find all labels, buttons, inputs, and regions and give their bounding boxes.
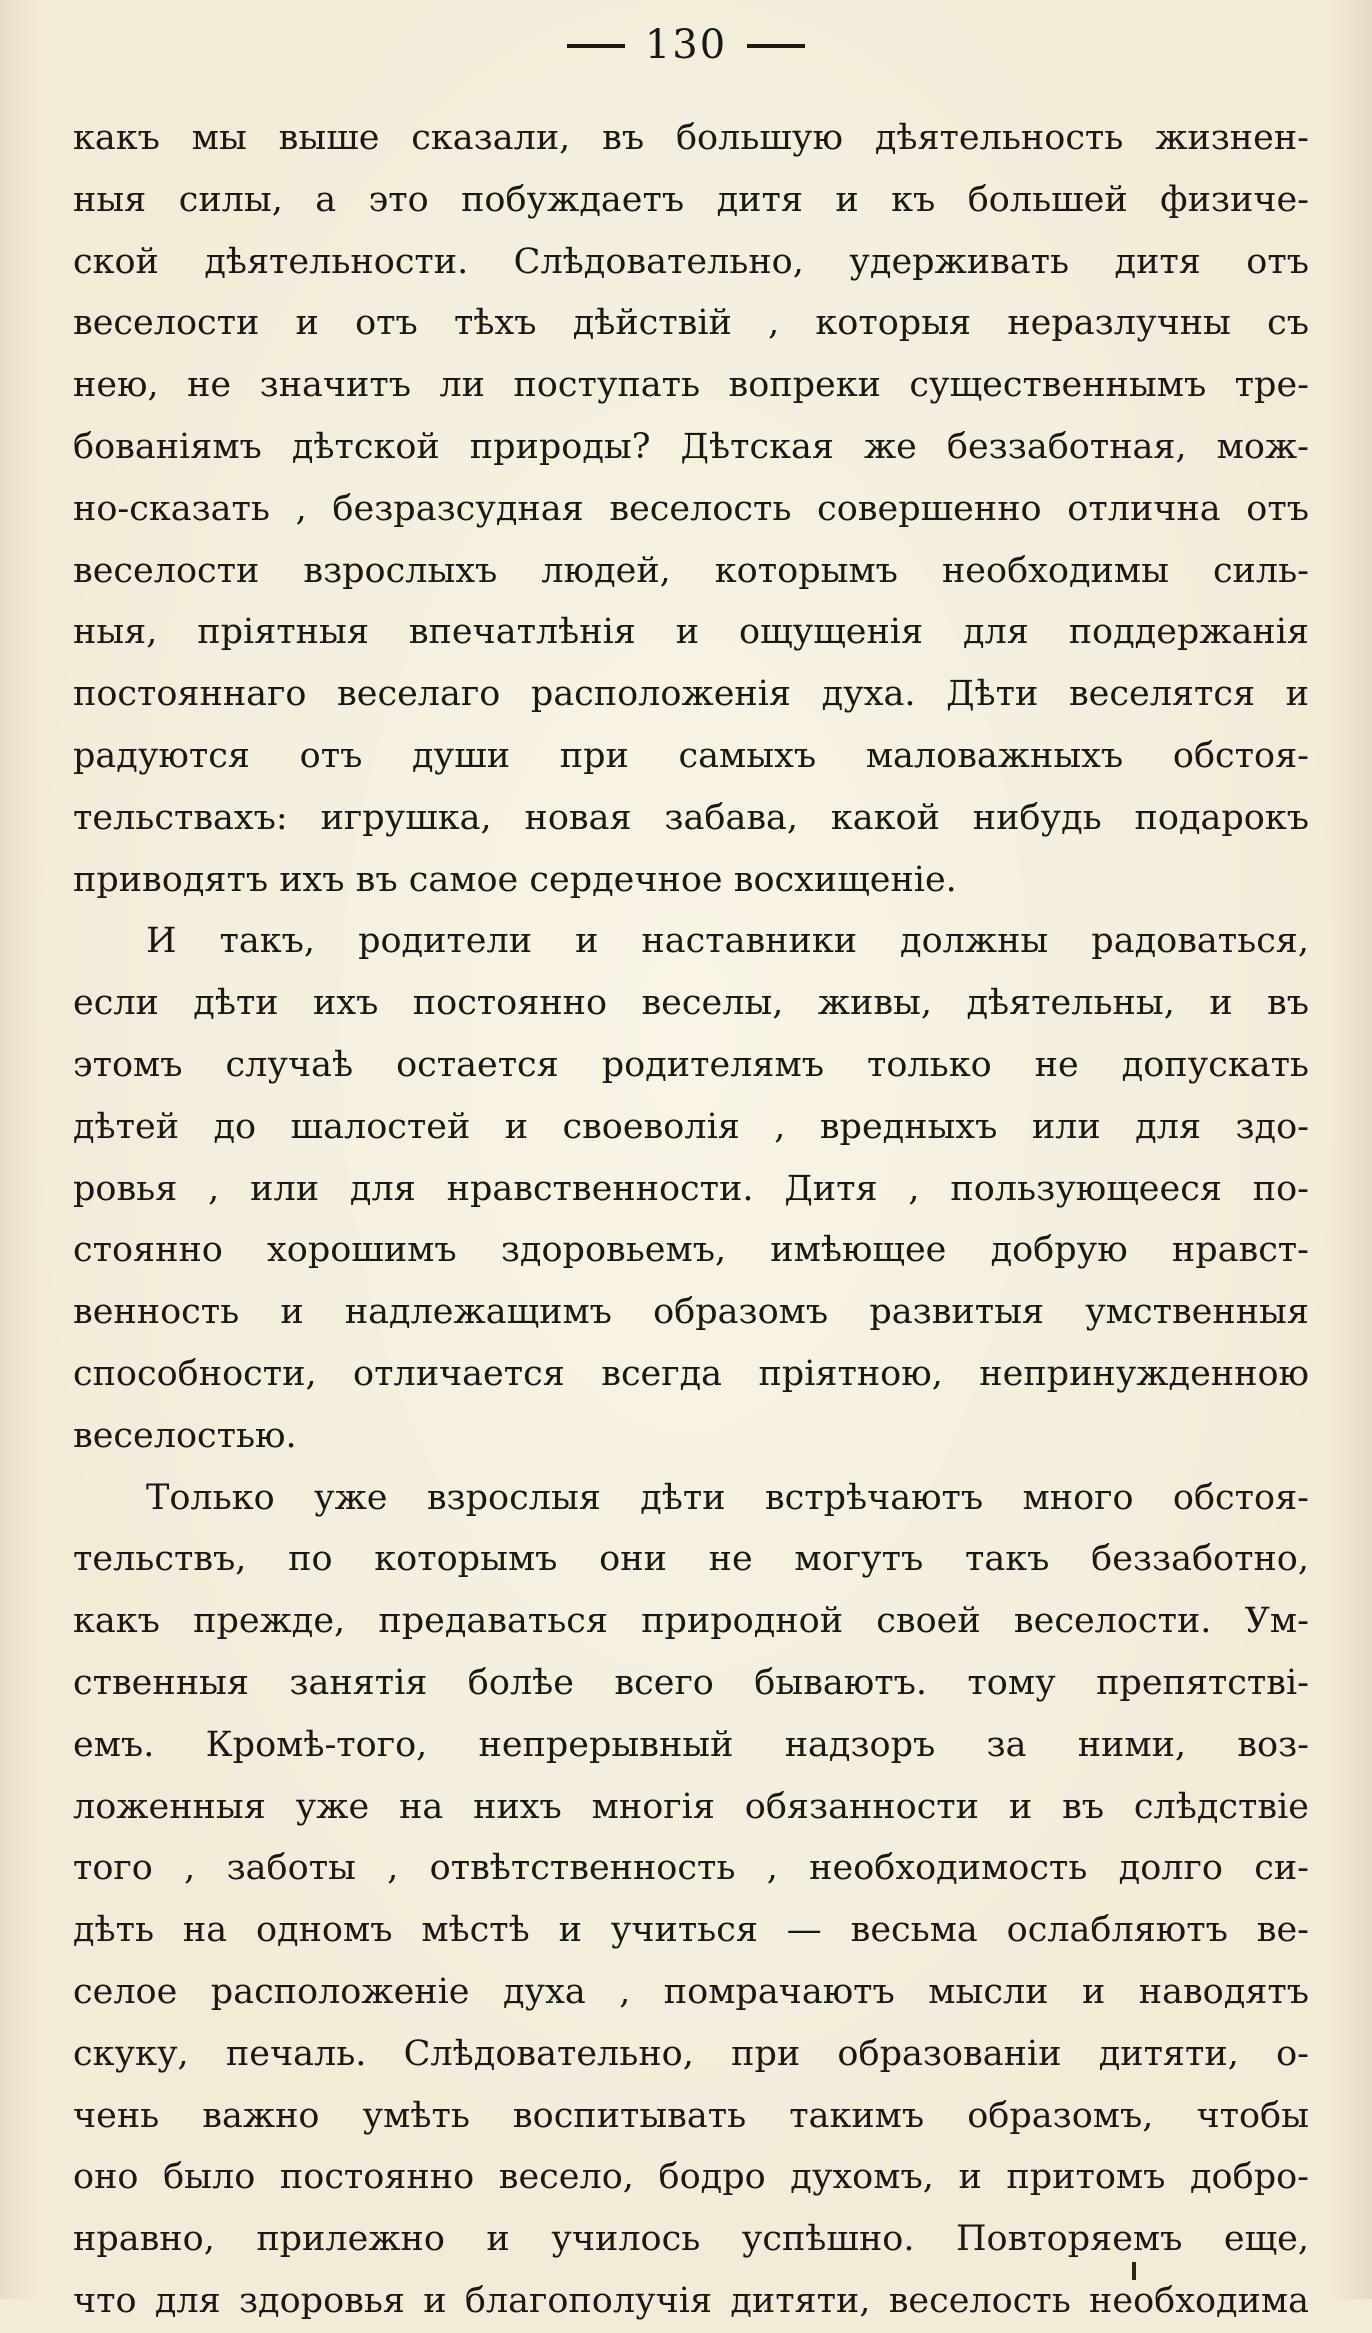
text-line: приводятъ ихъ въ самое сердечное восхищеніе.: [73, 859, 957, 900]
text-line: ныя, пріятныя впечатлѣнія и ощущенія для поддержанія: [73, 612, 1309, 653]
text-line: скуку, печаль. Слѣдовательно, при образованіи дитяти, о-: [73, 2033, 1309, 2074]
text-line: радуются отъ души при самыхъ маловажныхъ обстоя-: [73, 735, 1309, 776]
text-line: И такъ, родители и наставники должны радоваться,: [146, 921, 1309, 962]
text-line: тельствахъ: игрушка, новая забава, какой нибудь подарокъ: [73, 797, 1309, 838]
text-line: дѣтей до шалостей и своеволія , вредныхъ или для здо-: [73, 1106, 1309, 1147]
ink-mark: [1132, 2262, 1136, 2280]
text-line: этомъ случаѣ остается родителямъ только не допускать: [73, 1044, 1309, 1085]
text-line: ской дѣятельности. Слѣдовательно, удерживать дитя отъ: [73, 241, 1309, 282]
paragraph: [73, 1468, 1309, 2333]
text-line: того , заботы , отвѣтственность , необходимость долго си-: [73, 1848, 1309, 1889]
text-line: способности, отличается всегда пріятною, непринужденною: [73, 1353, 1309, 1394]
text-line: бованіямъ дѣтской природы? Дѣтская же беззаботная, мож-: [73, 426, 1309, 467]
paragraph: [73, 911, 1309, 1467]
text-line: ложенныя уже на нихъ многія обязанности и въ слѣдствіе: [73, 1786, 1309, 1827]
page-body: [73, 108, 1309, 2333]
text-line: емъ. Кромѣ-того, непрерывный надзоръ за ними, воз-: [73, 1724, 1309, 1765]
header-dash-left: [567, 44, 625, 48]
text-line: веселости взрослыхъ людей, которымъ необходимы силь-: [73, 550, 1309, 591]
text-line: веселости и отъ тѣхъ дѣйствій , которыя неразлучны съ: [73, 303, 1309, 344]
text-line: нравно, прилежно и училось успѣшно. Повторяемъ еще,: [73, 2219, 1309, 2260]
text-line: какъ мы выше сказали, въ большую дѣятельность жизнен-: [73, 118, 1309, 158]
text-line: ровья , или для нравственности. Дитя , пользующееся по-: [73, 1168, 1309, 1209]
text-line: венность и надлежащимъ образомъ развитыя умственныя: [73, 1292, 1309, 1333]
text-line: ственныя занятія болѣе всего бываютъ. тому препятстві-: [73, 1662, 1309, 1703]
text-line: тельствъ, по которымъ они не могутъ такъ беззаботно,: [73, 1539, 1309, 1580]
text-line: постояннаго веселаго расположенія духа. Дѣти веселятся и: [73, 674, 1309, 715]
page-number: 130: [644, 22, 728, 68]
paragraph: [73, 108, 1309, 911]
text-line: ныя силы, а это побуждаетъ дитя и къ большей физиче-: [73, 179, 1309, 220]
page-header: [0, 22, 1372, 68]
text-line: но-сказать , безразсудная веселость совершенно отлична отъ: [73, 488, 1309, 529]
text-line: оно было постоянно весело, бодро духомъ, и притомъ добро-: [73, 2157, 1309, 2198]
text-line: чень важно умѣть воспитывать такимъ образомъ, чтобы: [73, 2095, 1309, 2136]
text-line: нею, не значитъ ли поступать вопреки существеннымъ тре-: [73, 365, 1309, 406]
text-line: веселостью.: [73, 1415, 297, 1456]
text-line: Только уже взрослыя дѣти встрѣчаютъ много обстоя-: [146, 1477, 1309, 1518]
text-line: что для здоровья и благополучія дитяти, веселость необходима: [73, 2280, 1309, 2321]
text-line: какъ прежде, предаваться природной своей веселости. Ум-: [73, 1601, 1309, 1642]
header-dash-right: [747, 44, 805, 48]
text-line: стоянно хорошимъ здоровьемъ, имѣющее добрую нравст-: [73, 1230, 1309, 1271]
text-line: если дѣти ихъ постоянно веселы, живы, дѣятельны, и въ: [73, 983, 1309, 1024]
text-line: селое расположеніе духа , помрачаютъ мысли и наводятъ: [73, 1971, 1309, 2012]
text-line: дѣть на одномъ мѣстѣ и учиться — весьма ослабляютъ ве-: [73, 1910, 1309, 1951]
